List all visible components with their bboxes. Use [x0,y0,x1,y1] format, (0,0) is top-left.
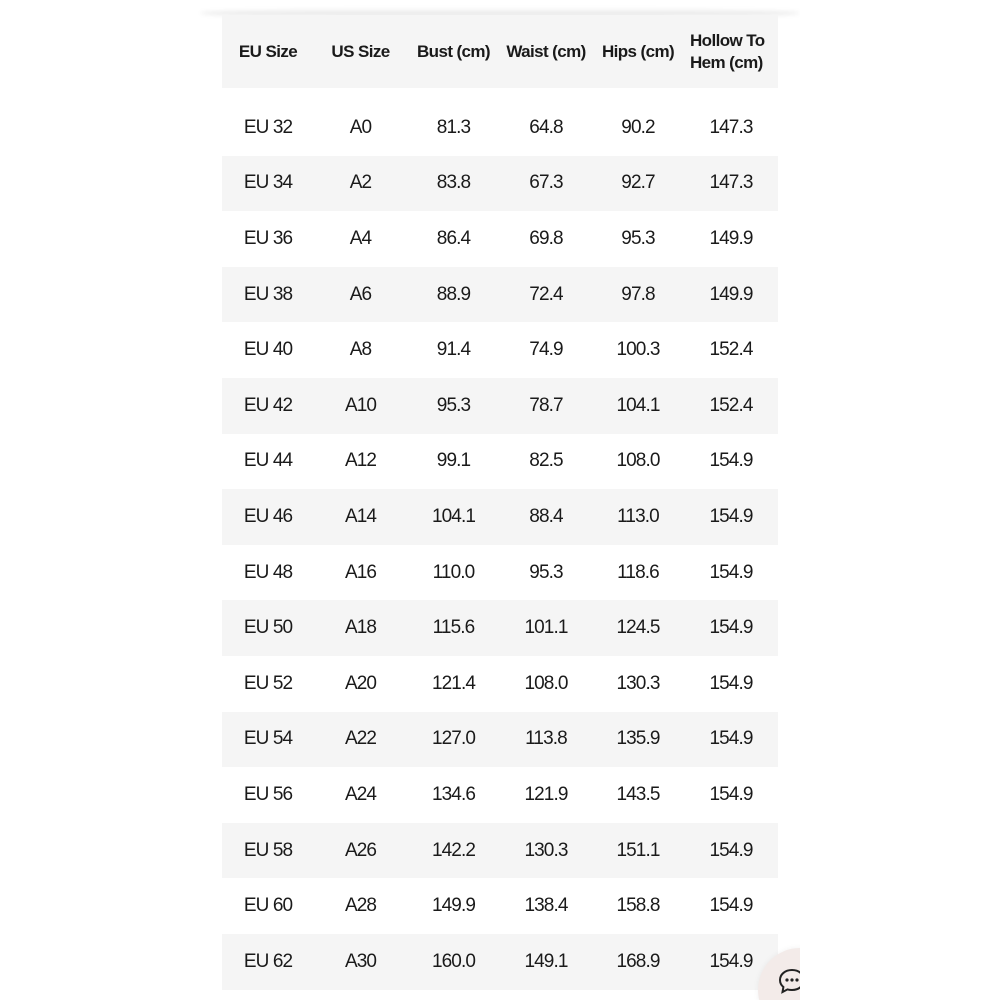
cell-hips: 168.9 [616,950,660,972]
cell-us-size: A16 [344,561,377,583]
cell-eu-size: EU 60 [243,895,293,917]
cell-hips: 108.0 [616,450,660,472]
cell-us-size: A4 [349,227,372,249]
cell-waist: 69.8 [529,227,563,249]
cell-eu-size: EU 40 [243,339,293,361]
cell-eu-size: EU 56 [243,783,293,805]
table-row [222,656,778,712]
cell-us-size: A8 [349,339,372,361]
table-row [222,211,778,267]
cell-us-size: A18 [344,617,377,639]
cell-bust: 83.8 [436,172,471,194]
cell-hollow-to-hem: 154.9 [709,561,753,583]
cell-hips: 135.9 [616,728,660,750]
cell-waist: 78.7 [529,394,563,416]
cell-waist: 113.8 [525,728,567,750]
cell-hollow-to-hem: 154.9 [709,895,753,917]
cell-hips: 104.1 [616,394,660,416]
cell-waist: 108.0 [524,672,568,694]
cell-hips: 151.1 [616,839,660,861]
cell-waist: 67.3 [529,172,563,194]
table-header-row [222,15,778,88]
header-waist: Waist (cm) [506,41,586,61]
cell-eu-size: EU 44 [243,450,293,472]
cell-eu-size: EU 62 [243,950,293,972]
cell-eu-size: EU 38 [243,283,293,305]
cell-us-size: A0 [349,116,372,138]
table-row [222,600,778,656]
cell-hips: 97.8 [621,283,655,305]
header-eu-size: EU Size [238,41,298,61]
cell-eu-size: EU 36 [243,227,293,249]
cell-bust: 149.9 [431,895,476,917]
table-spacer [222,88,778,100]
cell-us-size: A26 [344,839,377,861]
cell-hips: 143.5 [616,783,660,805]
cell-waist: 149.1 [524,950,568,972]
cell-hips: 130.3 [616,672,660,694]
cell-eu-size: EU 50 [243,617,293,639]
cell-hips: 90.2 [621,116,655,138]
cell-waist: 138.4 [524,895,568,917]
cell-us-size: A20 [344,672,377,694]
cell-waist: 130.3 [524,839,568,861]
cell-eu-size: EU 48 [243,561,293,583]
cell-bust: 110.0 [432,561,475,583]
cell-waist: 88.4 [529,505,563,527]
table-row [222,767,778,823]
cell-hollow-to-hem: 147.3 [709,116,753,138]
cell-hips: 113.0 [617,505,659,527]
cell-bust: 86.4 [436,227,471,249]
cell-hollow-to-hem: 152.4 [709,339,753,361]
cell-hollow-to-hem: 154.9 [709,950,753,972]
cell-eu-size: EU 52 [243,672,293,694]
cell-us-size: A6 [349,283,372,305]
cell-hollow-to-hem: 154.9 [709,672,753,694]
cell-bust: 91.4 [436,339,471,361]
cell-hollow-to-hem: 152.4 [709,394,753,416]
cell-waist: 121.9 [524,783,568,805]
header-bust: Bust (cm) [417,41,490,61]
cell-bust: 160.0 [431,950,476,972]
header-us-size: US Size [331,41,390,61]
cell-hollow-to-hem: 154.9 [709,505,753,527]
cell-hips: 92.7 [621,172,655,194]
cell-us-size: A14 [344,505,377,527]
cell-hollow-to-hem: 147.3 [709,172,753,194]
cell-hollow-to-hem: 154.9 [709,839,753,861]
cell-hips: 158.8 [616,895,660,917]
table-row [222,878,778,934]
cell-eu-size: EU 58 [243,839,293,861]
cell-eu-size: EU 54 [243,728,293,750]
cell-bust: 115.6 [432,617,475,639]
table-row [222,545,778,601]
cell-us-size: A24 [344,783,377,805]
cell-bust: 127.0 [431,728,476,750]
cell-hips: 118.6 [617,561,659,583]
cell-us-size: A2 [349,172,372,194]
cell-bust: 88.9 [436,283,471,305]
table-row [222,156,778,212]
cell-waist: 72.4 [529,283,563,305]
cell-us-size: A22 [344,728,377,750]
cell-bust: 134.6 [431,783,476,805]
cell-us-size: A12 [344,450,377,472]
cell-hips: 124.5 [616,617,660,639]
cell-eu-size: EU 42 [243,394,293,416]
table-row [222,322,778,378]
cell-waist: 74.9 [529,339,563,361]
cell-bust: 81.3 [436,116,471,138]
cell-hips: 95.3 [621,227,655,249]
cell-bust: 121.4 [431,672,476,694]
cell-waist: 95.3 [529,561,563,583]
cell-hollow-to-hem: 154.9 [709,617,753,639]
cell-us-size: A28 [344,895,377,917]
cell-eu-size: EU 46 [243,505,293,527]
table-body [222,88,778,990]
table-row [222,489,778,545]
viewport-edge [800,0,1000,1000]
cell-bust: 142.2 [431,839,476,861]
header-hips: Hips (cm) [601,41,675,61]
size-chart-table [222,15,778,990]
cell-hips: 100.3 [616,339,660,361]
cell-hollow-to-hem: 149.9 [709,227,753,249]
table-row [222,934,778,990]
cell-waist: 101.1 [524,617,568,639]
table-row [222,823,778,879]
table-row [222,267,778,323]
table-row [222,712,778,768]
cell-hollow-to-hem: 154.9 [709,783,753,805]
cell-us-size: A10 [344,394,377,416]
cell-bust: 104.1 [431,505,476,527]
cell-us-size: A30 [344,950,377,972]
cell-eu-size: EU 34 [243,172,293,194]
cell-hollow-to-hem: 154.9 [709,450,753,472]
cell-bust: 95.3 [436,394,471,416]
table-row [222,100,778,156]
cell-hollow-to-hem: 154.9 [709,728,753,750]
cell-hollow-to-hem: 149.9 [709,283,753,305]
cell-bust: 99.1 [436,450,471,472]
cell-waist: 82.5 [529,450,563,472]
cell-eu-size: EU 32 [243,116,293,138]
table-row [222,378,778,434]
table-row [222,434,778,490]
header-hollow-to-hem: Hollow To Hem (cm) [690,30,765,72]
cell-waist: 64.8 [529,116,563,138]
